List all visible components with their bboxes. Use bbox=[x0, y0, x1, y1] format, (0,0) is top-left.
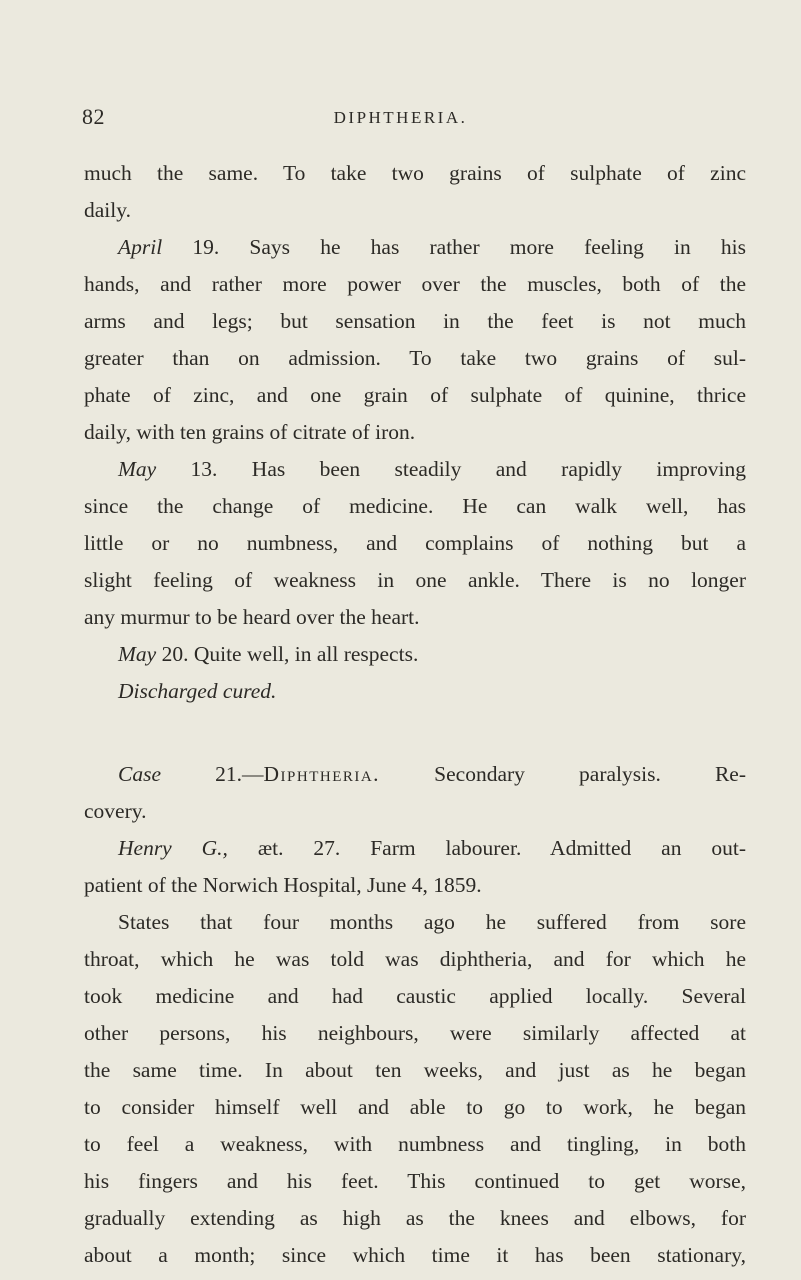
entry-april-19: April 19. Says he has rather more feeling in his bbox=[118, 235, 746, 259]
page-number: 82 bbox=[82, 104, 105, 129]
text-line: other persons, his neighbours, were similarly affected at bbox=[84, 1021, 746, 1045]
text-line: since the change of medicine. He can walk well, has bbox=[84, 494, 746, 518]
body-text bbox=[84, 155, 746, 1274]
text-line: gradually extending as high as the knees and elbows, for bbox=[84, 1206, 746, 1230]
running-head: DIPHTHERIA. bbox=[333, 108, 468, 127]
text-line: slight feeling of weakness in one ankle. There is no longer bbox=[84, 568, 746, 592]
text-line: daily. bbox=[84, 198, 131, 222]
date-label: April bbox=[118, 235, 163, 259]
discharge-note: Discharged cured. bbox=[118, 679, 277, 703]
text-line: covery. bbox=[84, 799, 147, 823]
text-line: his fingers and his feet. This continued to get worse, bbox=[84, 1169, 746, 1193]
text-line: little or no numbness, and complains of nothing but a bbox=[84, 531, 746, 555]
section-gap bbox=[84, 710, 746, 756]
text-line: to consider himself well and able to go to work, he began bbox=[84, 1095, 746, 1119]
text-line: about a month; since which time it has been stationary, bbox=[84, 1243, 746, 1267]
text-line: any murmur to be heard over the heart. bbox=[84, 605, 420, 629]
text-line: the same time. In about ten weeks, and just as he began bbox=[84, 1058, 746, 1082]
case-disease: Diphtheria. bbox=[263, 762, 381, 786]
text-line: took medicine and had caustic applied locally. Several bbox=[84, 984, 746, 1008]
text-line: arms and legs; but sensation in the feet is not much bbox=[84, 309, 746, 333]
text-line: patient of the Norwich Hospital, June 4, 1859. bbox=[84, 873, 482, 897]
date-label: May bbox=[118, 457, 157, 481]
text-line: greater than on admission. To take two grains of sul- bbox=[84, 346, 746, 370]
case-label: Case bbox=[118, 762, 161, 786]
text-line: daily, with ten grains of citrate of iron. bbox=[84, 420, 416, 444]
date-label: May bbox=[118, 642, 157, 666]
entry-may-13: May 13. Has been steadily and rapidly improving bbox=[118, 457, 746, 481]
case-heading: Case 21.—Diphtheria. Secondary paralysis. Re- bbox=[118, 762, 747, 786]
text-line: hands, and rather more power over the muscles, both of the bbox=[84, 272, 746, 296]
text-line: to feel a weakness, with numbness and tingling, in both bbox=[84, 1132, 746, 1156]
patient-line: Henry G., æt. 27. Farm labourer. Admitted an out- bbox=[118, 836, 746, 860]
text-line: States that four months ago he suffered from sore bbox=[118, 910, 746, 934]
patient-name: Henry G., bbox=[118, 836, 228, 860]
text-line: phate of zinc, and one grain of sulphate of quinine, thrice bbox=[84, 383, 746, 407]
page-header bbox=[0, 104, 801, 134]
text-line: much the same. To take two grains of sulphate of zinc bbox=[84, 161, 746, 185]
entry-may-20: May 20. Quite well, in all respects. bbox=[118, 642, 419, 666]
text-line: throat, which he was told was diphtheria, and for which he bbox=[84, 947, 746, 971]
